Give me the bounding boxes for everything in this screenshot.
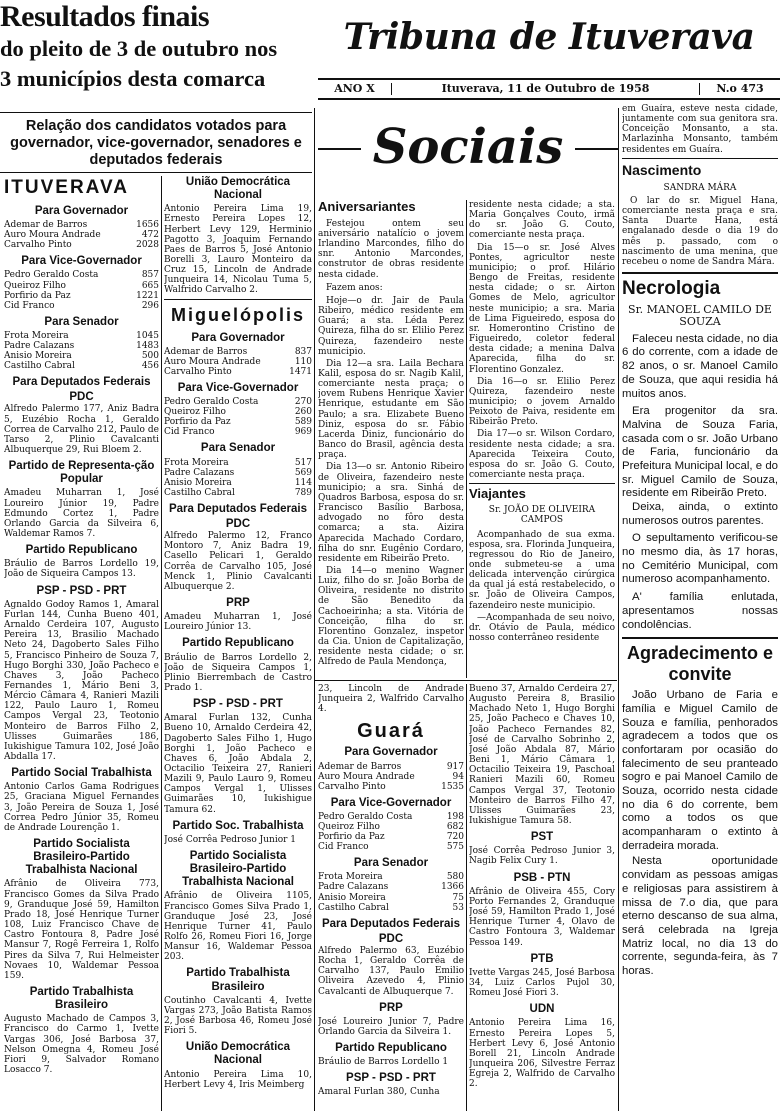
vote-count: 789 — [294, 487, 312, 498]
udn-heading: União Democrática Nacional — [185, 176, 291, 202]
pr-heading: Partido Republicano — [182, 637, 294, 650]
ituverava-vice — [4, 270, 159, 310]
vote-count: 114 — [294, 477, 312, 488]
section-heading: Para Senador — [44, 315, 119, 328]
vote-row — [318, 782, 464, 792]
ituverava-title: ITUVERAVA — [4, 177, 129, 198]
pdc-heading: PDC — [378, 932, 404, 945]
psp-text: Amaral Furlan 380, Cunha — [318, 1087, 440, 1098]
vote-row — [318, 903, 464, 913]
pst-heading: Partido Soc. Trabalhista — [172, 819, 304, 832]
aniv-p4: Dia 12—a sra. Laila Bechara Kalil, esposa do sr. Nagib Kalil, comerciante nesta praça; o jovem Rubens Henrique Xavier Henrique, estudante em São Paulo; a sra. Elizabete Bueno Diniz, esposa do sr. Fábio Lacerda Diniz, funcionário do Banco do Brasil, agência desta praça. — [318, 358, 464, 461]
psp-heading: PSP - PSD - PRT — [346, 1072, 436, 1085]
section-heading: Para Deputados Federais — [321, 917, 461, 930]
pdc-heading: PDC — [225, 517, 251, 530]
aniversariantes-cont — [469, 200, 615, 675]
prp-heading: Partido de Representa-ção Popular — [8, 460, 155, 486]
col-guara — [318, 684, 464, 1111]
guara-title: Guará — [357, 720, 425, 743]
vote-row — [4, 331, 159, 341]
vote-row — [164, 417, 312, 427]
vote-count: 1366 — [441, 882, 464, 893]
col-ituverava — [4, 176, 159, 1111]
guara-top-text: 23, Lincoln de Andrade Junqueira 2, Walfrido Carvalho 4. — [318, 684, 464, 715]
candidate-name: Auro Moura Andrade — [164, 356, 261, 367]
vote-row — [4, 270, 159, 280]
candidate-name: Padre Calazans — [4, 340, 75, 351]
vote-row — [4, 291, 159, 301]
vote-count: 1221 — [136, 290, 159, 301]
guara-cont-text: Bueno 37, Arnaldo Cerdeira 27, Augusto Pereira 8, Brasilio Machado Neto 1, Hugo Borghi 25, João Pacheco e Chaves 10, João Pacheco Fernandes 82, José de Carvalho Sobrinho 2, José João Abdala 87, Mário Beni 1, Mário Câmara 1, Octacilio Teixeira 19, Paschoal Ranieri Mazili 60, Romeu Campos Vergal 37, Teotonio Monteiro de Barros Filho 47, Ulisses Guimarães 23, Iukishigue Tamura 58. — [469, 684, 615, 827]
masthead-title: Tribuna de Ituverava — [343, 16, 755, 58]
section-heading: Para Vice-Governador — [330, 796, 452, 809]
vote-row — [4, 220, 159, 230]
masthead-date: Ituverava, 11 de Outubro de 1958 — [392, 83, 700, 96]
sociais-title: Sociais — [361, 112, 576, 182]
agr-p2: Nesta oportunidade convidam as pessoas amigas e religiosas para assistirem à missa de 7.o dia, que para eterno descanso de sua alma, será celebrada na Igreja Matriz local, no dia 13 do corrente, segunda-feira, às 7 horas. — [622, 855, 778, 977]
section-heading: Para Vice-Governador — [177, 381, 299, 394]
pdc-text: Alfredo Palermo 63, Euzébio Rocha 1, Geraldo Corrêa de Carvalho 137, Paulo Emilio Oliveira Azevedo 4, Plinio Cavalcanti de Albuquerque 7. — [318, 945, 464, 997]
viajantes-heading: Viajantes — [469, 486, 526, 502]
guara-sen — [318, 872, 464, 912]
pdc-heading: PDC — [69, 391, 94, 404]
vote-count: 472 — [141, 230, 159, 241]
psp-heading: PSP - PSD - PRT — [36, 584, 127, 597]
section-heading: Para Senador — [353, 857, 429, 870]
psb-text: Afrânio de Oliveira 1105, Francisco Gomes Silva Prado 1, Granduque José 23, José Henrique Turner 41, Paulo Rolfo 26, Romeu Fiori 16, Jorge Mansur 16, Waldemar Pessoa 203. — [164, 891, 312, 963]
psb-text: Afrânio de Oliveira 773, Francisco Gomes da Silva Prado 9, Granduque José 59, Hamilton Prado 18, José Henrique Turner 108, Luiz Francisco Chave de Castro Fontoura 8, Padre José Mansur 7, Rogê Ferreira 1, Rolfo Pires da Silva 7, Rui Helmeister Novaes 10, Waldemar Pessoa 159. — [4, 879, 159, 981]
candidate-name: Porfirio da Paz — [4, 290, 71, 301]
ptb-heading: Partido Trabalhista Brasileiro — [186, 967, 290, 993]
candidate-name: Ademar de Barros — [164, 346, 248, 357]
pst-heading: Partido Social Trabalhista — [11, 767, 152, 780]
vote-count: 270 — [294, 397, 312, 408]
vote-count: 94 — [452, 771, 464, 782]
vote-row — [318, 812, 464, 822]
pr-text: Bráulio de Barros Lordello 19, João de Siqueira Campos 13. — [4, 559, 159, 580]
agradecimento-heading: Agradecimento e convite — [626, 643, 774, 685]
vote-count: 517 — [294, 457, 312, 468]
vote-row — [164, 397, 312, 407]
col-guara-cont — [469, 684, 615, 1111]
candidate-name: Frota Moreira — [318, 872, 383, 883]
udn-heading: União Democrática Nacional — [185, 1041, 291, 1067]
vote-row — [318, 772, 464, 782]
psb-heading: PSB - PTN — [513, 871, 571, 884]
section-heading: Para Vice-Governador — [21, 255, 142, 268]
psp-text: Amaral Furlan 132, Cunha Bueno 10, Arnaldo Cerdeira 42, Dagoberto Sales Filho 1, Hugo Borghi 1, João Pacheco e Chaves 6, João Abdala 2, Octacilio Teixeira 27, Ranieri Mazili 9, Paulo Lauro 9, Romeu Campos Vergal 1, Ulisses Guimarães 10, Iukishigue Tamura 62. — [164, 713, 312, 815]
candidate-name: Pedro Geraldo Costa — [4, 270, 99, 281]
pr-heading: Partido Republicano — [25, 544, 138, 557]
necro-p1: Faleceu nesta cidade, no dia 6 do corrente, com a idade de 82 anos, o sr. Manoel Camilo de Souza, que aqui residia há muitos anos. — [622, 332, 778, 400]
miguelopolis-title: Miguelópolis — [171, 304, 305, 325]
guara-gov — [318, 762, 464, 792]
vote-count: 296 — [141, 300, 159, 311]
pdc-text: Alfredo Palermo 12, Franco Montoro 7, Aniz Badra 19, Casello Pelicari 1, Geraldo Corrêa de Carvalho 105, José Menck 1, Plinio Cavalcanti Albuquerque 2. — [164, 531, 312, 592]
udn-text: Antonio Pereira Lima 19, Ernesto Pereira Lopes 12, Herbert Levy 129, Herminio Pagotto 3, Joaquim Fernando Paes de Barros 5, José Antonio Borelli 3, Lauro Monteiro da Cruz 15, Lincoln de Andrade Junqueira 14, Nicolau Tuma 5, Walfrido Carvalho 2. — [164, 204, 312, 296]
headline-line-1: Resultados finais — [0, 0, 210, 33]
vote-row — [4, 281, 159, 291]
ptb-text: Ivette Vargas 245, José Barbosa 34, Luiz Carlos Pujol 30, Romeu José Fiori 3. — [469, 967, 615, 999]
aniversariantes — [318, 200, 464, 675]
aniv-p3: Hoje—o dr. Jair de Paula Ribeiro, médico residente em Guará; a sta. Léda Perez Quireza, filha do sr. Elilio Perez Quireza, fazendeiro neste municipio. — [318, 295, 464, 357]
vote-row — [4, 301, 159, 311]
vote-count: 969 — [294, 427, 312, 438]
vote-row — [164, 347, 312, 357]
miguelopolis-gov — [164, 347, 312, 377]
aniv2-p3: Dia 16—o sr. Elilio Perez Quireza, fazendeiro neste municipio; o jovem Arnaldo Peixoto de Paiva, residente em Ribeirão Preto. — [469, 376, 615, 428]
udn-heading: UDN — [529, 1003, 555, 1016]
necro-p3: Deixa, ainda, o extinto numerosos outros parentes. — [622, 501, 778, 527]
nascimento-name: SANDRA MÁRA — [663, 182, 737, 193]
prp-text: Amadeu Muharran 1, José Loureiro Júnior 19, Padre Edmundo Cortez 1, Padre Orlando Garcia da Silveira 6, Waldemar Ramos 7. — [4, 488, 159, 540]
candidate-name: Queiroz Filho — [318, 822, 380, 832]
vote-count: 1471 — [289, 366, 312, 377]
candidate-name: Ademar de Barros — [318, 761, 402, 772]
masthead-bar — [318, 78, 780, 100]
headline-line-2: do pleito de 3 de outubro nos — [0, 36, 278, 61]
candidate-name: Carvalho Pinto — [318, 781, 386, 792]
necrologia-name: Sr. MANOEL CAMILO DE SOUZA — [628, 302, 772, 329]
prp-heading: PRP — [379, 1001, 403, 1014]
candidate-name: Frota Moreira — [164, 457, 229, 468]
candidate-name: Padre Calazans — [318, 882, 389, 893]
aniv-p6: Dia 14—o menino Wagner Luiz, filho do sr. João Borba de Oliveira, residente no distrito de São Benedito da Cachoeirinha; a sta. Vitória de Conceição, filha do sr. Florentino Gonzalez, inspetor da Cia. Union de Capitalização, residente nesta cidade; o sr. Alfredo de Paula Mendonça, — [318, 565, 464, 668]
vote-row — [318, 822, 464, 832]
aniv-p2: Fazem anos: — [326, 282, 383, 293]
vote-row — [4, 361, 159, 371]
candidate-name: Anisio Moreira — [4, 351, 72, 362]
vote-row — [164, 367, 312, 377]
necro-p2: Era progenitor da sra. Malvina de Souza Faria, casada com o sr. João Urbano de Faria, funcionário da Prefeitura Municipal local, e do sr. Miguel Camilo de Souza, residente em Ribeirão Preto. — [622, 405, 778, 500]
aniv2-p1: residente nesta cidade; a sta. Maria Gonçalves Couto, irmã do sr. João G. Couto, comerciante nesta praça. — [469, 200, 615, 241]
vote-row — [4, 240, 159, 250]
masthead-number: N.o 473 — [716, 81, 764, 95]
candidate-name: Castilho Cabral — [164, 487, 235, 498]
vote-count: 575 — [446, 842, 464, 853]
nascimento-heading: Nascimento — [622, 161, 702, 178]
aniversariantes-heading: Aniversariantes — [318, 200, 416, 214]
aniv-p1: Festejou ontem seu aniversário natalício o jovem Irlandino Marcondes, filho do snr. Antonio Marcondes, construtor de obras residente nesta cidade. — [318, 218, 464, 280]
vote-count: 1045 — [136, 330, 159, 341]
section-heading: Para Governador — [34, 205, 129, 217]
vote-row — [318, 872, 464, 882]
miguelopolis-vice — [164, 397, 312, 437]
psb-heading: Partido Socialista Brasileiro-Partido Trabalhista Nacional — [182, 850, 294, 889]
vote-count: 682 — [446, 822, 464, 832]
prp-heading: PRP — [226, 596, 250, 609]
vote-count: 1656 — [136, 220, 159, 231]
pdc-text: Alfredo Palermo 177, Aniz Badra 5, Euzébio Rocha 1, Geraldo Correa de Carvalho 212, Paulo de Tarso 2, Plinio Cavalcanti Albuquerque 29, Rui Bloem 2. — [4, 404, 159, 456]
right-top-text: em Guaíra, esteve nesta cidade, juntamente com sua genitora sra. Conceição Monsanto, a sta. Marlazinha Monsanto, também residentes em Guaíra. — [622, 104, 778, 155]
vote-row — [164, 357, 312, 367]
vote-count: 569 — [294, 467, 312, 478]
vote-row — [318, 762, 464, 772]
section-heading: Para Deputados Federais — [12, 376, 151, 389]
psp-heading: PSP - PSD - PRT — [193, 698, 283, 711]
vote-row — [164, 478, 312, 488]
candidate-name: Anisio Moreira — [164, 477, 232, 488]
candidate-name: Pedro Geraldo Costa — [318, 811, 413, 822]
viaj-p1: Acompanhado de sua exma. esposa, sra. Florinda Junqueira, regressou do Rio de Janeiro, onde submeteu-se a uma delicada intervenção cirúrgica da qual já está restabelecido, o sr. João de Oliveira Campos, fazendeiro neste municipio. — [469, 529, 615, 611]
pr-heading: Partido Republicano — [335, 1042, 447, 1055]
vote-count: 260 — [294, 407, 312, 418]
agradecimento-body — [622, 689, 778, 978]
candidate-name: Pedro Geraldo Costa — [164, 397, 259, 408]
aniv2-p2: Dia 15—o sr. José Alves Pontes, agricultor neste municipio; o prof. Hilário Bengo de Freitas, residente nesta cidade; o sr. Airton Gomes de Melo, agricultor neste municipio; a sra. Maria de Lima Figueiredo, esposa do sr. Homerontino Cristino de Figueiredo, coletor federal desta cidade; a menina Dalva Aparecida, filha do sr. Florentino Gonzalez. — [469, 242, 615, 375]
vote-row — [4, 351, 159, 361]
prp-text: José Loureiro Junior 7, Padre Orlando Garcia da Silveira 1. — [318, 1016, 464, 1037]
candidate-name: Cid Franco — [4, 300, 55, 311]
section-heading: Para Senador — [200, 442, 276, 455]
candidate-name: Castilho Cabral — [318, 902, 389, 913]
candidate-name: Queiroz Filho — [4, 280, 66, 291]
prp-text: Amadeu Muharran 1, José Loureiro Júnior 13. — [164, 612, 312, 633]
headline — [0, 0, 312, 108]
vote-count: 110 — [294, 356, 312, 367]
candidate-name: Auro Moura Andrade — [4, 230, 101, 241]
ptb-text: Augusto Machado de Campos 3, Francisco do Carmo 1, Ivette Vargas 306, José Barbosa 37, Nelson Omegna 4, Romeu José Fiori 9, Salvador Romano Losacco 7. — [4, 1014, 159, 1075]
necro-p5: A' família enlutada, apresentamos nossas condolências. — [622, 591, 778, 631]
psp-text: Agnaldo Godoy Ramos 1, Amaral Furlan 144, Cunha Bueno 401, Arnaldo Cerdeira 107, Augusto Pereira 13, Brasilio Machado Neto 24, Dagoberto Sales Filho 5, Francisco Pinheiro de Souza 7, Hugo Borghi 330, João Pacheco e Chaves 3, João Pacheco Fernandes 1, Mário Beni 3, Mércio Câmara 4, Ranieri Mazili 122, Paulo Lauro 1, Romeu Campos Vergal 23, Teotonio Monteiro de Barros Filho 2, Ulisses Guimarães 186, Iukishigue Tamura 102, José João Abdalla 17. — [4, 599, 159, 763]
vote-row — [318, 893, 464, 903]
candidate-name: Queiroz Filho — [164, 407, 226, 418]
vote-row — [164, 488, 312, 498]
vote-row — [318, 832, 464, 842]
vote-count: 917 — [446, 761, 464, 772]
candidate-name: Cid Franco — [318, 842, 369, 853]
vote-row — [164, 458, 312, 468]
vote-count: 53 — [452, 902, 464, 913]
vote-count: 75 — [452, 892, 464, 903]
necro-p4: O sepultamento verificou-se no mesmo dia, às 17 horas, no Cemitério Municipal, com numeroso acompanhamento. — [622, 532, 778, 586]
candidate-name: Anisio Moreira — [318, 892, 386, 903]
vote-row — [164, 427, 312, 437]
candidate-name: Cid Franco — [164, 427, 215, 438]
pst-text: José Corrêa Pedroso Junior 3, Nagib Felix Cury 1. — [469, 846, 615, 867]
ptb-heading: PTB — [530, 952, 554, 965]
vote-row — [4, 341, 159, 351]
agr-p1: João Urbano de Faria e família e Miguel Camilo de Souza e família, penhorados agradecem a todos que os confortaram por ocasião do falecimento de seu pranteado sogro e pai Manoel Camilo de Souza, ocorrido nesta cidade no dia 6 do corrente, bem como a todos os que acompanharam o extinto à derradeira morada. — [622, 689, 778, 852]
candidate-name: Frota Moreira — [4, 330, 69, 341]
vote-count: 456 — [141, 361, 159, 372]
vote-count: 589 — [294, 417, 312, 428]
vote-count: 1535 — [441, 781, 464, 792]
vote-count: 198 — [446, 811, 464, 822]
pst-text: Antonio Carlos Gama Rodrigues 25, Graciana Miguel Fernandes 3, João Pereira de Souza 1, José Correa Pedro Júnior 35, Romeu de Andrade Lourenção 1. — [4, 782, 159, 833]
vote-count: 2028 — [136, 240, 159, 251]
aniv2-p4: Dia 17—o sr. Wilson Cordaro, residente nesta cidade; a sra. Aparecida Teixeira Couto, esposa do sr. João G. Couto, comerciante nesta praça. — [469, 429, 615, 481]
vote-count: 1483 — [136, 340, 159, 351]
candidate-name: Carvalho Pinto — [4, 240, 72, 251]
udn-text: Antonio Pereira Lima 16, Ernesto Pereira Lopes 5, Herbert Levy 6, José Antonio Borell 21, Lincoln Andrade Junqueira 206, Silvestre Ferraz Egreja 2, Walfrido de Carvalho 2. — [469, 1018, 615, 1090]
intro-text: Relação dos candidatos votados para governador, vice-governador, senadores e deputados federais — [10, 118, 302, 168]
col-miguelopolis — [164, 176, 312, 1111]
candidate-name: Porfirio da Paz — [164, 417, 231, 428]
viajantes-name: Sr. JOÃO DE OLIVEIRA CAMPOS — [488, 505, 596, 526]
sociais-banner — [318, 112, 618, 192]
vote-count: 857 — [141, 270, 159, 281]
aniv-p5: Dia 13—o sr. Antonio Ribeiro de Oliveira, fazendeiro neste municipio; a sra. Sinhá de Quadros Barbosa, esposa do sr. Francisco Basílio Barbosa, advogado no fôro desta comarca; a sta. Aizira Aparecida Machado Cordaro, filha do snr. Eugênio Cordaro, residente em Ribeirão Preto. — [318, 462, 464, 564]
section-heading: Para Governador — [191, 331, 285, 344]
vote-count: 580 — [446, 872, 464, 883]
candidate-name: Carvalho Pinto — [164, 366, 232, 377]
vote-count: 500 — [141, 351, 159, 362]
vote-count: 837 — [294, 346, 312, 357]
vote-count: 720 — [446, 832, 464, 843]
pr-text: Bráulio de Barros Lordello 2, João de Siqueira Campos 1, Plinio Bierrembach de Castro Prado 1. — [164, 652, 312, 693]
pst-heading: PST — [530, 831, 554, 844]
candidate-name: Castilho Cabral — [4, 361, 75, 372]
masthead-year: ANO X — [318, 83, 392, 96]
miguelopolis-sen — [164, 458, 312, 498]
psb-text: Afrânio de Oliveira 455, Cory Porto Fernandes 2, Granduque José 59, Hamilton Prado 1, José Henrique Turner 4, Olavo de Castro Fontoura 3, Waldemar Pessoa 149. — [469, 886, 615, 948]
vote-row — [4, 230, 159, 240]
section-heading: Para Deputados Federais — [168, 502, 308, 515]
necrologia-body — [622, 333, 778, 632]
pr-text: Bráulio de Barros Lordello 1 — [318, 1057, 449, 1068]
viaj-p2: —Acompanhada de seu noivo, dr. Otávio de Paula, médico nosso conterrâneo residente — [469, 612, 615, 644]
headline-line-3: 3 municípios desta comarca — [0, 66, 266, 91]
ituverava-gov — [4, 220, 159, 250]
guara-vice — [318, 812, 464, 852]
candidate-name: Ademar de Barros — [4, 220, 88, 231]
vote-count: 665 — [141, 280, 159, 291]
vote-row — [318, 842, 464, 852]
col-right — [622, 104, 778, 1111]
nascimento-text: O lar do sr. Miguel Hana, comerciante nesta praça e sra. Santa Duarte Hana, está engalanado desde o dia 19 do mês p. passado, com o nascimento de uma menina, que recebeu o nome de Sandra Mára. — [622, 195, 778, 267]
candidate-name: Padre Calazans — [164, 467, 235, 478]
necrologia-heading: Necrologia — [622, 278, 721, 300]
ituverava-sen — [4, 331, 159, 371]
section-heading: Para Governador — [344, 746, 438, 759]
vote-row — [164, 407, 312, 417]
vote-row — [318, 882, 464, 892]
pst-text: José Corrêa Pedroso Junior 1 — [164, 834, 297, 845]
udn-text: Antonio Pereira Lima 10, Herbert Levy 4, Iris Meimberg — [164, 1069, 312, 1090]
candidate-name: Auro Moura Andrade — [318, 771, 415, 782]
ptb-heading: Partido Trabalhista Brasileiro — [29, 986, 134, 1012]
vote-row — [164, 468, 312, 478]
candidate-name: Porfirio da Paz — [318, 832, 385, 843]
psb-heading: Partido Socialista Brasileiro-Partido Trabalhista Nacional — [25, 838, 138, 877]
ptb-text: Coutinho Cavalcanti 4, Ivette Vargas 273, João Batista Ramos 2, José Barbosa 46, Romeu José Fiori 5. — [164, 995, 312, 1037]
